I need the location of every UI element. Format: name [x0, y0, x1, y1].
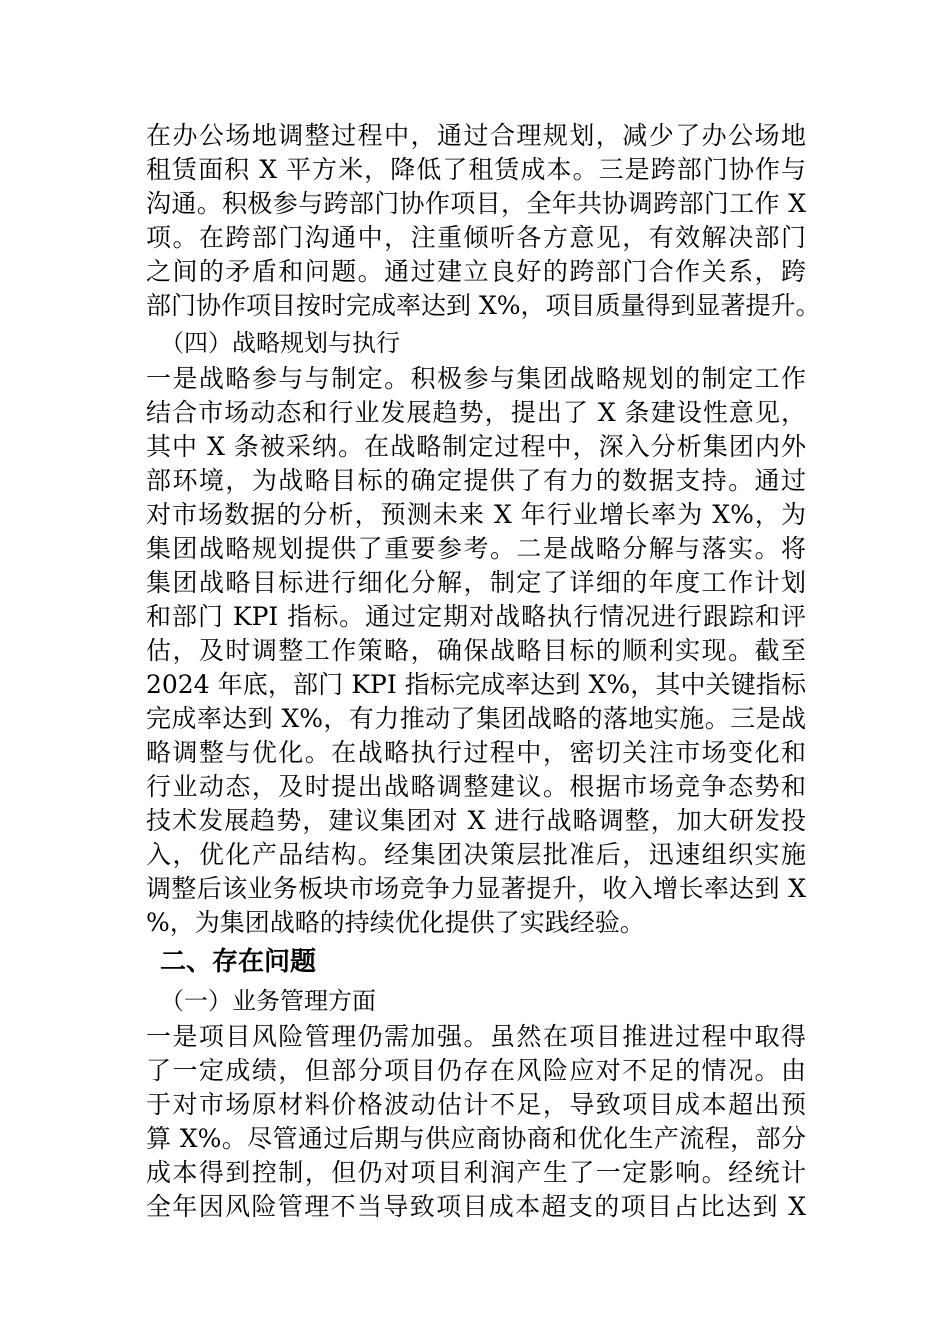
paragraph-line: 之间的矛盾和问题。通过建立良好的跨部门合作关系，跨 — [146, 257, 806, 286]
paragraph-line: 成本得到控制，但仍对项目利润产生了一定影响。经统计 — [146, 1158, 806, 1187]
paragraph-line: 行业动态，及时提出战略调整建议。根据市场竞争态势和 — [146, 772, 806, 801]
paragraph-line: 技术发展趋势，建议集团对 X 进行战略调整，加大研发投 — [146, 806, 806, 835]
paragraph-line: 算 X%。尽管通过后期与供应商协商和优化生产流程，部分 — [146, 1124, 806, 1153]
paragraph-line: 集团战略规划提供了重要参考。二是战略分解与落实。将 — [146, 534, 806, 563]
paragraph-line: 入，优化产品结构。经集团决策层批准后，迅速组织实施 — [146, 840, 806, 869]
paragraph-line: 和部门 KPI 指标。通过定期对战略执行情况进行跟踪和评 — [146, 602, 806, 631]
paragraph-line: 部门协作项目按时完成率达到 X%，项目质量得到显著提升。 — [146, 291, 821, 320]
paragraph-line: 部环境，为战略目标的确定提供了有力的数据支持。通过 — [146, 466, 806, 495]
paragraph-line: 全年因风险管理不当导致项目成本超支的项目占比达到 X — [146, 1192, 806, 1221]
paragraph-line: 了一定成绩，但部分项目仍存在风险应对不足的情况。由 — [146, 1056, 806, 1085]
paragraph-line: 其中 X 条被采纳。在战略制定过程中，深入分析集团内外 — [146, 432, 806, 461]
paragraph-line: 沟通。积极参与跨部门协作项目，全年共协调跨部门工作 X — [146, 189, 806, 218]
paragraph-line: 于对市场原材料价格波动估计不足，导致项目成本超出预 — [146, 1090, 806, 1119]
paragraph-line: 调整后该业务板块市场竞争力显著提升，收入增长率达到 X — [146, 874, 806, 903]
paragraph-line: 2024 年底，部门 KPI 指标完成率达到 X%，其中关键指标 — [146, 670, 806, 699]
paragraph-line: 租赁面积 X 平方米，降低了租赁成本。三是跨部门协作与 — [146, 155, 806, 184]
section-heading: （四）战略规划与执行 — [160, 329, 400, 357]
paragraph-line: 一是战略参与与制定。积极参与集团战略规划的制定工作 — [146, 364, 806, 393]
paragraph-line: 完成率达到 X%，有力推动了集团战略的落地实施。三是战 — [146, 704, 806, 733]
section-heading: （一）业务管理方面 — [160, 987, 376, 1015]
chapter-heading: 二、存在问题 — [160, 947, 317, 977]
paragraph-line: 一是项目风险管理仍需加强。虽然在项目推进过程中取得 — [146, 1022, 806, 1051]
paragraph-line: 项。在跨部门沟通中，注重倾听各方意见，有效解决部门 — [146, 223, 806, 252]
paragraph-line: 对市场数据的分析，预测未来 X 年行业增长率为 X%，为 — [146, 500, 806, 529]
paragraph-line: 结合市场动态和行业发展趋势，提出了 X 条建设性意见， — [146, 398, 806, 427]
paragraph-line: 估，及时调整工作策略，确保战略目标的顺利实现。截至 — [146, 636, 806, 665]
paragraph-line: 略调整与优化。在战略执行过程中，密切关注市场变化和 — [146, 738, 806, 767]
paragraph-line: 集团战略目标进行细化分解，制定了详细的年度工作计划 — [146, 568, 806, 597]
paragraph-line: %，为集团战略的持续优化提供了实践经验。 — [146, 908, 645, 937]
paragraph-line: 在办公场地调整过程中，通过合理规划，减少了办公场地 — [146, 121, 806, 150]
